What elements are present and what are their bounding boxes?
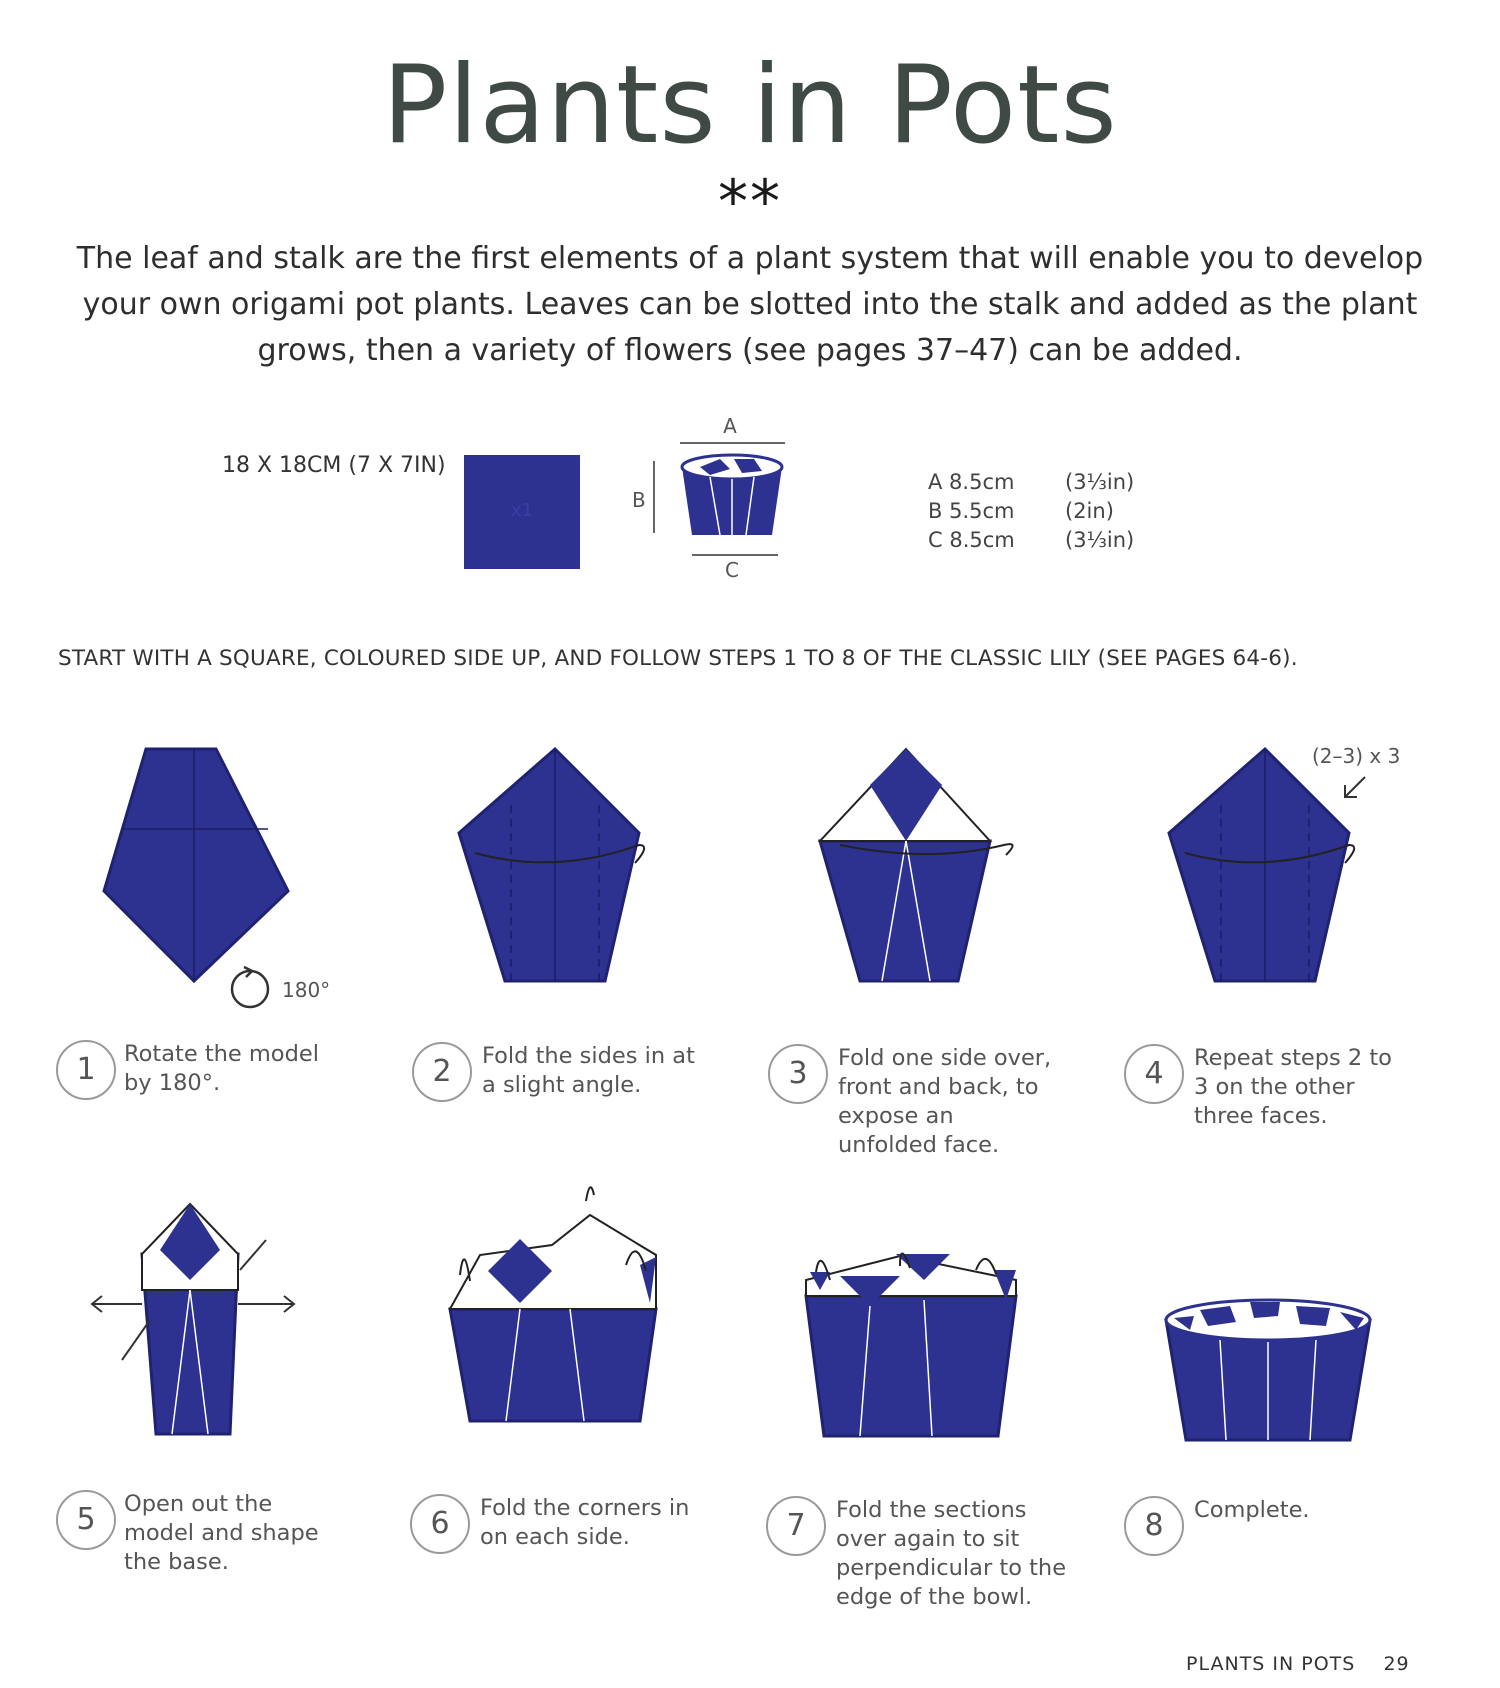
step-1-diagram — [100, 745, 340, 1015]
intro-paragraph: The leaf and stalk are the first elements of a plant system that will enable you to develop your own origami pot plants. Leaves can be slotted into the stalk and added as the plant grows, then a variety of flowers (see pages 37–47) can be added. — [76, 241, 1424, 368]
step-number: 4 — [1124, 1044, 1184, 1104]
dimensions-table — [928, 468, 1134, 555]
finished-pot-diagram — [630, 415, 800, 585]
dimension-b-label: B — [632, 488, 646, 512]
step-number: 7 — [766, 1496, 826, 1556]
footer-section: PLANTS IN POTS — [1186, 1653, 1356, 1675]
step-5-diagram — [90, 1200, 310, 1450]
step-8-diagram — [1160, 1290, 1380, 1450]
step-text: Complete. — [1194, 1497, 1310, 1523]
dimension-imperial: (2in) — [1065, 499, 1114, 523]
paper-size-label: 18 X 18CM (7 X 7IN) — [222, 453, 446, 478]
dimension-metric: A 8.5cm — [928, 470, 1015, 494]
dimension-row — [928, 526, 1134, 555]
difficulty-rating: ** — [718, 167, 782, 237]
dimension-a-label: A — [723, 414, 737, 438]
step-3-diagram — [810, 745, 1030, 985]
dimension-metric: C 8.5cm — [928, 528, 1015, 552]
step-text: Fold one side over, front and back, to expose an unfolded face. — [838, 1045, 1052, 1158]
step-2-diagram — [455, 745, 655, 985]
step-number: 3 — [768, 1044, 828, 1104]
paper-count-label: x1 — [510, 500, 534, 521]
footer-page-number: 29 — [1383, 1653, 1410, 1675]
step-4-diagram — [1165, 745, 1375, 985]
dimension-metric: B 5.5cm — [928, 499, 1015, 523]
step-number: 2 — [412, 1042, 472, 1102]
dimension-imperial: (3⅓in) — [1065, 528, 1135, 552]
step-number: 6 — [410, 1494, 470, 1554]
step-text: Fold the sections over again to sit perpendicular to the edge of the bowl. — [836, 1497, 1067, 1610]
step-text: Repeat steps 2 to 3 on the other three faces. — [1194, 1045, 1392, 1129]
step-number: 5 — [56, 1490, 116, 1550]
page-title: Plants in Pots — [382, 43, 1118, 168]
dimension-row — [928, 468, 1134, 497]
step-text: Open out the model and shape the base. — [124, 1491, 319, 1575]
step-text: Fold the corners in on each side. — [480, 1495, 690, 1550]
rotation-label: 180° — [282, 978, 331, 1002]
dimension-row — [928, 497, 1134, 526]
page-footer — [1186, 1653, 1410, 1675]
step-6-diagram — [440, 1185, 670, 1445]
start-instruction: START WITH A SQUARE, COLOURED SIDE UP, AND FOLLOW STEPS 1 TO 8 OF THE CLASSIC LILY (SEE PAGES 64-6). — [58, 646, 1298, 671]
step-7-diagram — [800, 1240, 1020, 1450]
repeat-label: (2–3) x 3 — [1312, 744, 1401, 768]
dimension-c-label: C — [725, 558, 739, 582]
step-text: Rotate the model by 180°. — [124, 1041, 319, 1096]
step-text: Fold the sides in at a slight angle. — [482, 1043, 695, 1098]
step-number: 8 — [1124, 1496, 1184, 1556]
step-number: 1 — [56, 1040, 116, 1100]
dimension-imperial: (3⅓in) — [1065, 470, 1135, 494]
